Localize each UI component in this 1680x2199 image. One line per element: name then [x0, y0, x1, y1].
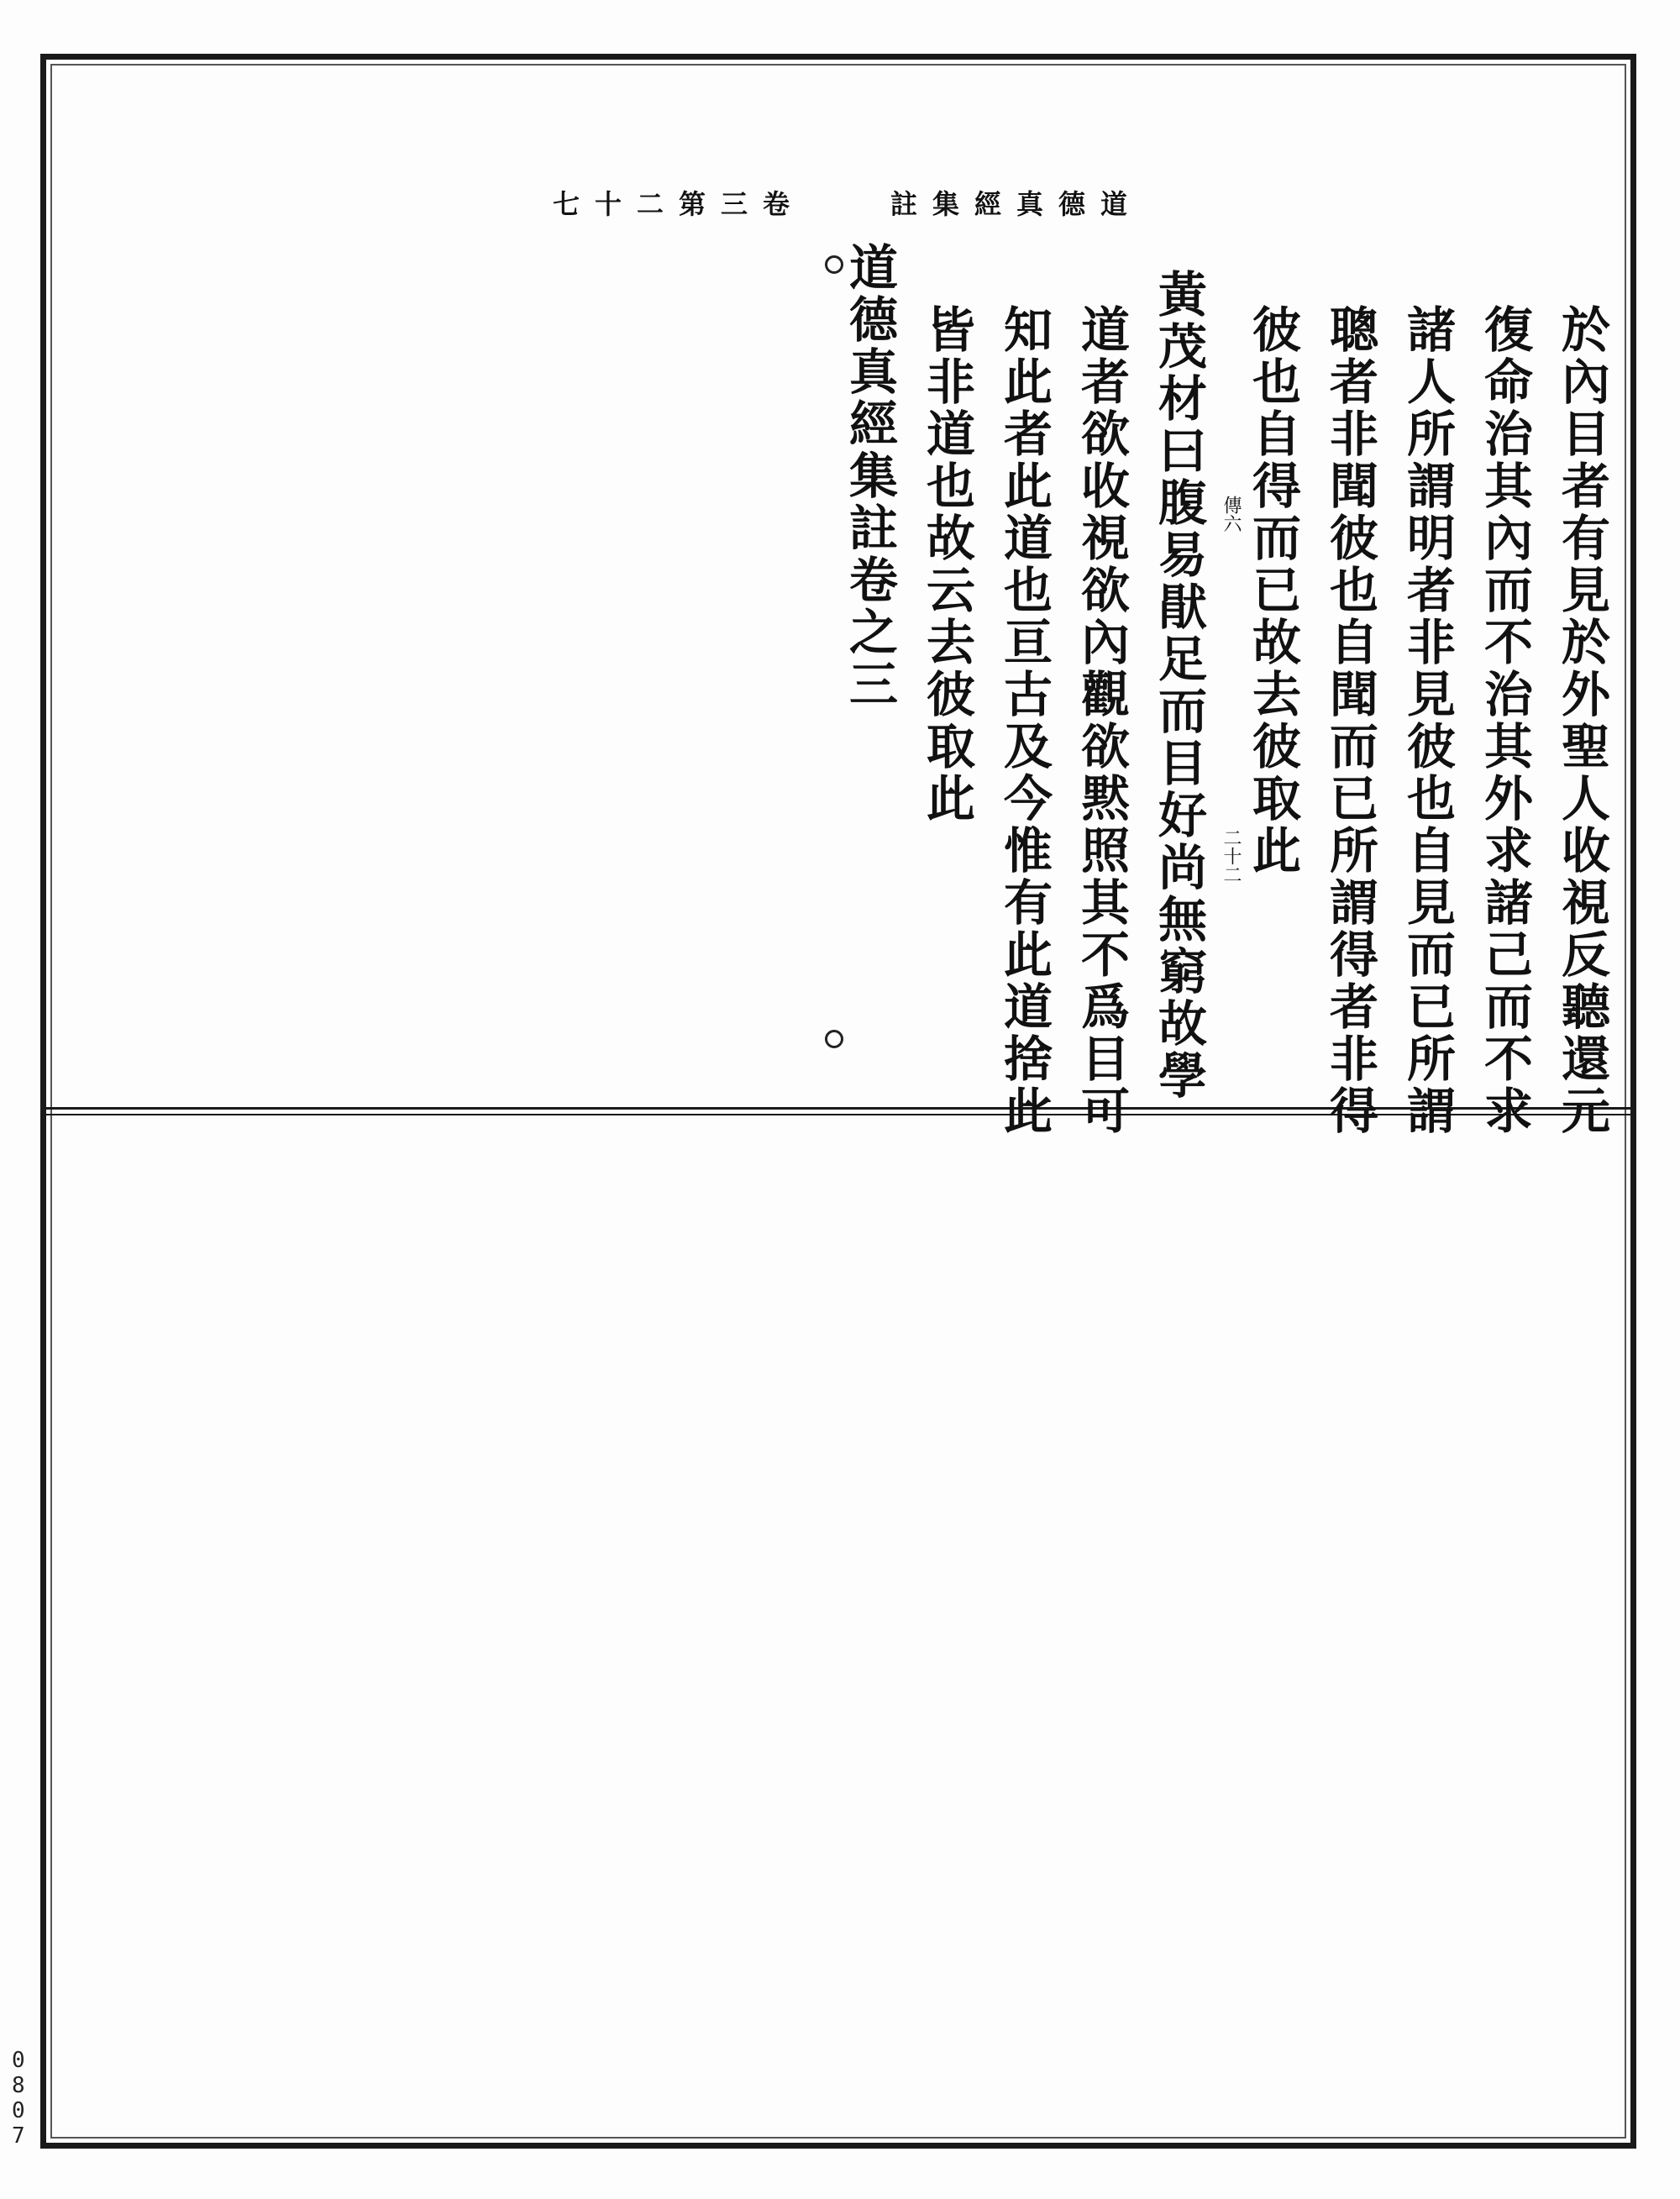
header-volume-page: 卷三第二十七 — [552, 188, 805, 220]
text-column-5: 彼也自得而已故去彼取此 — [1244, 304, 1301, 877]
text-column-3: 諸人所謂明者非見彼也自見而已所謂 — [1399, 304, 1456, 1137]
text-column-4: 聰者非聞彼也自聞而已所謂得者非得 — [1321, 304, 1378, 1137]
text-column-1: 於內目者有見於外聖人收視反聽還元 — [1553, 304, 1610, 1137]
circle-marker — [825, 1030, 843, 1048]
text-column-7: 道者欲收視欲內觀欲黙照其不爲目可 — [1073, 304, 1130, 1137]
text-column-6: 黃茂材曰腹易猒足而目好尚無窮故學 — [1150, 269, 1207, 1102]
interlinear-note: 二十二 — [1221, 828, 1242, 884]
header-title: 道德真經集註 — [890, 188, 1142, 220]
text-column-9: 皆非道也故云去彼取此 — [918, 304, 975, 825]
page-divider — [40, 1107, 1636, 1115]
text-column-8: 知此者此道也亘古及今惟有此道捨此 — [995, 304, 1053, 1137]
interlinear-note: 傳六 — [1221, 496, 1242, 533]
text-column-2: 復命治其內而不治其外求諸己而不求 — [1476, 304, 1533, 1137]
inner-border — [50, 64, 1626, 2139]
volume-end-title: 道德真經集註卷之三 — [841, 242, 898, 711]
page-number: 0 8 0 7 — [12, 2048, 25, 2149]
